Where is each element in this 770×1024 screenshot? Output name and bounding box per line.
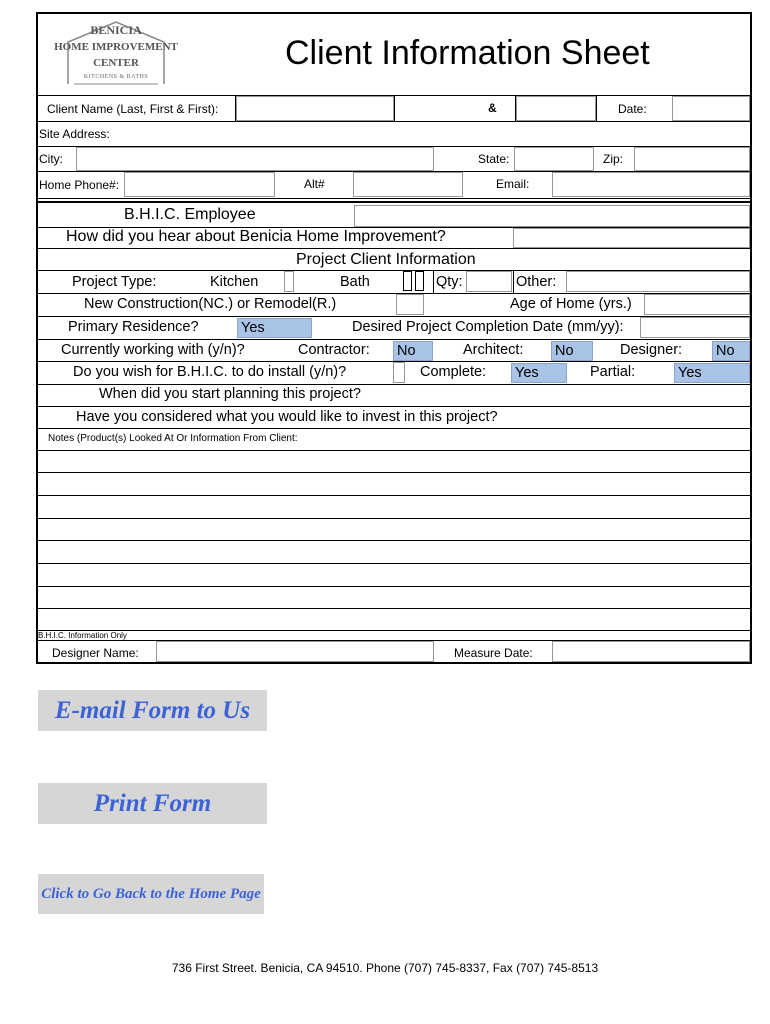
- new-construction-label: New Construction(NC.) or Remodel(R.): [84, 296, 337, 312]
- divider: [433, 270, 434, 293]
- rule: [36, 339, 752, 340]
- partial-label: Partial:: [590, 364, 636, 380]
- age-of-home-field[interactable]: [644, 294, 750, 315]
- footer-address: 736 First Street. Benicia, CA 94510. Phone (707) 745-8337, Fax (707) 745-8513: [171, 961, 599, 975]
- client-name-label: Client Name (Last, First & First):: [47, 102, 219, 116]
- rule-thick: [36, 201, 752, 203]
- bhic-info-label: B.H.I.C. Information Only: [38, 631, 127, 640]
- divider: [394, 95, 395, 121]
- measure-date-field[interactable]: [552, 641, 750, 662]
- client-name-field-1[interactable]: [236, 96, 394, 121]
- employee-field[interactable]: [354, 205, 750, 227]
- bath-label: Bath: [340, 274, 370, 290]
- site-address-label: Site Address:: [39, 127, 110, 141]
- partial-select[interactable]: Yes: [674, 363, 750, 383]
- contractor-select[interactable]: No: [393, 341, 433, 361]
- notes-header-field[interactable]: [314, 429, 750, 450]
- heard-about-label: How did you hear about Benicia Home Improvement?: [66, 228, 446, 245]
- notes-label: Notes (Product(s) Looked At Or Information From Client:: [48, 433, 298, 444]
- currently-working-label: Currently working with (y/n)?: [61, 342, 245, 358]
- qty-field[interactable]: [466, 271, 512, 292]
- home-phone-label: Home Phone#:: [39, 178, 120, 192]
- measure-date-label: Measure Date:: [454, 646, 533, 660]
- complete-label: Complete:: [420, 364, 487, 380]
- designer-name-field[interactable]: [156, 641, 434, 662]
- logo-line-4: KITCHENS & BATHS: [83, 74, 149, 80]
- other-label: Other:: [516, 274, 557, 290]
- install-field[interactable]: [393, 362, 405, 383]
- primary-residence-label: Primary Residence?: [68, 319, 199, 335]
- other-field[interactable]: [566, 271, 750, 292]
- notes-textarea[interactable]: [38, 451, 750, 629]
- city-label: City:: [39, 152, 63, 166]
- new-construction-field[interactable]: [396, 294, 424, 315]
- ampersand-label: &: [488, 101, 497, 115]
- page-title: Client Information Sheet: [285, 34, 650, 72]
- rule: [36, 630, 752, 631]
- alt-phone-label: Alt#: [304, 177, 325, 191]
- city-field[interactable]: [76, 147, 434, 171]
- email-form-button[interactable]: E-mail Form to Us: [38, 690, 267, 731]
- designer-name-label: Designer Name:: [52, 646, 139, 660]
- section-title: Project Client Information: [296, 251, 476, 268]
- date-label: Date:: [618, 102, 647, 116]
- designer-label: Designer:: [620, 342, 683, 358]
- planning-label: When did you start planning this project?: [99, 386, 361, 402]
- bath-checkbox-2[interactable]: [415, 271, 424, 291]
- install-label: Do you wish for B.H.I.C. to do install (y/n)?: [73, 364, 347, 380]
- zip-field[interactable]: [634, 147, 750, 171]
- date-field[interactable]: [672, 96, 750, 121]
- state-field[interactable]: [514, 147, 594, 171]
- logo-line-3: CENTER: [93, 57, 139, 69]
- rule: [36, 248, 752, 249]
- qty-label: Qty:: [436, 274, 463, 290]
- complete-select[interactable]: Yes: [511, 363, 567, 383]
- completion-date-field[interactable]: [640, 317, 750, 338]
- site-address-field[interactable]: [117, 122, 750, 146]
- logo-line-1: BENICIA: [90, 23, 142, 37]
- completion-date-label: Desired Project Completion Date (mm/yy):: [352, 319, 624, 335]
- kitchen-label: Kitchen: [210, 274, 259, 290]
- contractor-label: Contractor:: [298, 342, 370, 358]
- email-field[interactable]: [552, 172, 750, 197]
- heard-about-field[interactable]: [513, 228, 750, 248]
- home-page-button[interactable]: Click to Go Back to the Home Page: [38, 874, 264, 914]
- employee-label: B.H.I.C. Employee: [124, 206, 256, 223]
- email-label: Email:: [496, 177, 530, 191]
- bath-checkbox-1[interactable]: [403, 271, 412, 291]
- divider: [513, 270, 514, 293]
- rule: [36, 198, 752, 199]
- state-label: State:: [478, 152, 510, 166]
- project-type-label: Project Type:: [72, 274, 157, 290]
- primary-residence-select[interactable]: Yes: [237, 318, 312, 338]
- age-of-home-label: Age of Home (yrs.): [510, 296, 632, 312]
- invest-field[interactable]: [518, 407, 750, 427]
- logo-line-2: HOME IMPROVEMENT: [54, 41, 178, 53]
- zip-label: Zip:: [603, 152, 624, 166]
- divider: [596, 95, 597, 121]
- invest-label: Have you considered what you would like to invest in this project?: [76, 409, 498, 425]
- planning-field[interactable]: [374, 385, 750, 406]
- designer-select[interactable]: No: [712, 341, 750, 361]
- company-logo: [54, 18, 178, 88]
- architect-label: Architect:: [463, 342, 524, 358]
- print-form-button[interactable]: Print Form: [38, 783, 267, 824]
- client-name-field-2[interactable]: [516, 96, 596, 121]
- architect-select[interactable]: No: [551, 341, 593, 361]
- alt-phone-field[interactable]: [353, 172, 463, 197]
- home-phone-field[interactable]: [124, 172, 275, 197]
- kitchen-field[interactable]: [284, 271, 294, 292]
